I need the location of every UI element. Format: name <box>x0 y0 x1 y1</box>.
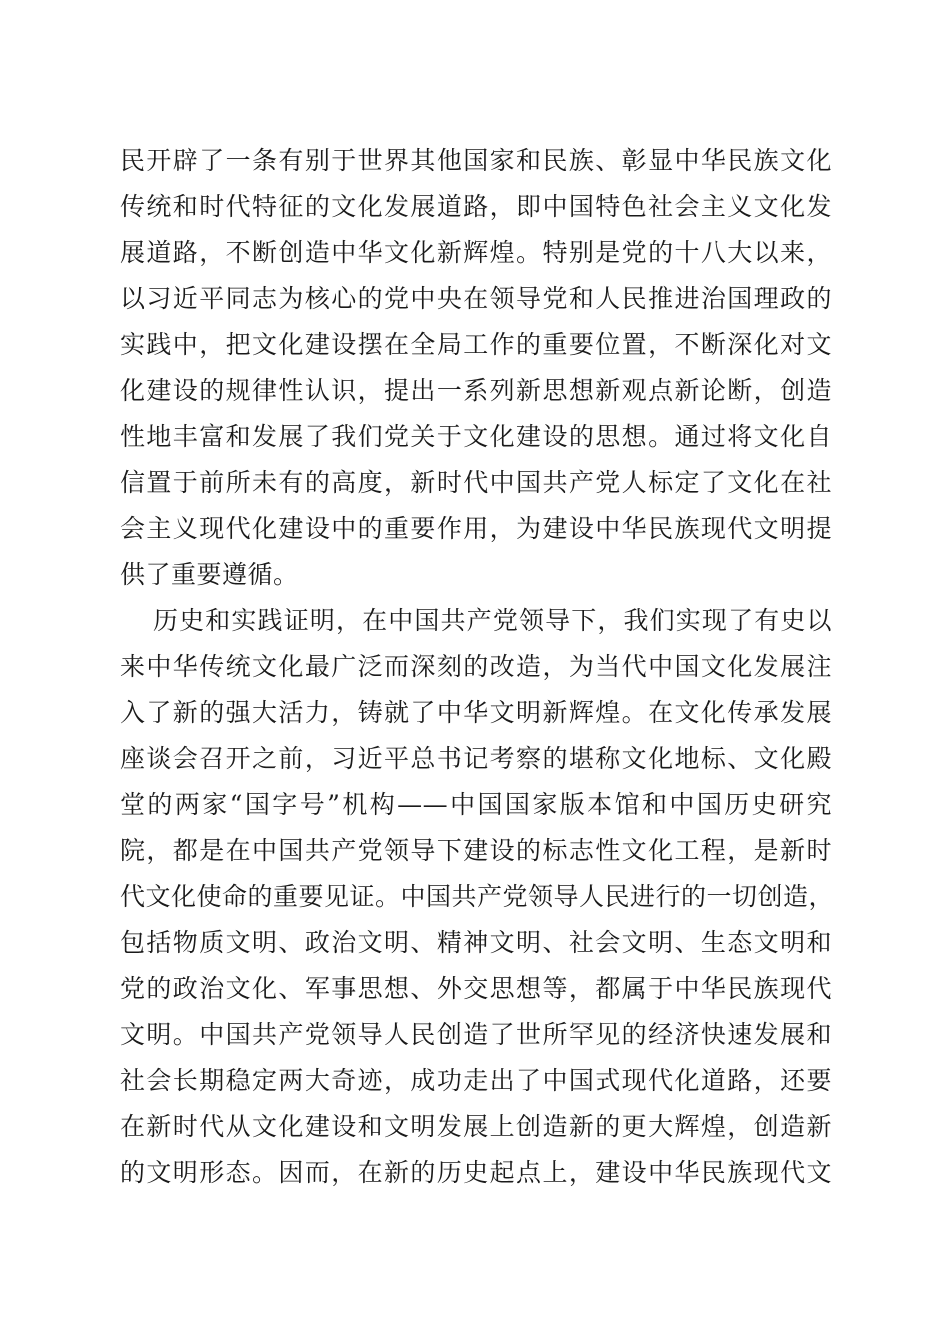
paragraph-line: 以习近平同志为核心的党中央在领导党和人民推进治国理政的 <box>120 284 832 313</box>
document-body <box>120 138 835 1196</box>
paragraph-line: 包括物质文明、政治文明、精神文明、社会文明、生态文明和 <box>120 928 832 957</box>
paragraph-line: 的文明形态。因而，在新的历史起点上，建设中华民族现代文 <box>120 1158 832 1187</box>
paragraph-line: 党的政治文化、军事思想、外交思想等，都属于中华民族现代 <box>120 974 832 1003</box>
paragraph-line: 民开辟了一条有别于世界其他国家和民族、彰显中华民族文化 <box>120 146 832 175</box>
paragraph-line: 信置于前所未有的高度，新时代中国共产党人标定了文化在社 <box>120 468 832 497</box>
paragraph-line: 堂的两家“国字号”机构——中国国家版本馆和中国历史研究 <box>120 790 832 819</box>
paragraph-line: 性地丰富和发展了我们党关于文化建设的思想。通过将文化自 <box>120 422 832 451</box>
paragraph-line: 院，都是在中国共产党领导下建设的标志性文化工程，是新时 <box>120 836 832 865</box>
paragraph-line: 展道路，不断创造中华文化新辉煌。特别是党的十八大以来， <box>120 238 832 267</box>
paragraph-line: 来中华传统文化最广泛而深刻的改造，为当代中国文化发展注 <box>120 652 832 681</box>
paragraph-line: 化建设的规律性认识，提出一系列新思想新观点新论断，创造 <box>120 376 832 405</box>
paragraph-1 <box>120 138 832 598</box>
paragraph-2 <box>120 598 835 1196</box>
paragraph-line: 传统和时代特征的文化发展道路，即中国特色社会主义文化发 <box>120 192 832 221</box>
paragraph-line: 在新时代从文化建设和文明发展上创造新的更大辉煌，创造新 <box>120 1112 832 1141</box>
paragraph-line: 会主义现代化建设中的重要作用，为建设中华民族现代文明提 <box>120 514 832 543</box>
paragraph-line: 历史和实践证明，在中国共产党领导下，我们实现了有史以 <box>153 606 832 635</box>
paragraph-line: 座谈会召开之前，习近平总书记考察的堪称文化地标、文化殿 <box>120 744 832 773</box>
paragraph-line: 供了重要遵循。 <box>120 560 299 589</box>
paragraph-line: 实践中，把文化建设摆在全局工作的重要位置，不断深化对文 <box>120 330 832 359</box>
paragraph-line: 入了新的强大活力，铸就了中华文明新辉煌。在文化传承发展 <box>120 698 832 727</box>
paragraph-line: 代文化使命的重要见证。中国共产党领导人民进行的一切创造， <box>120 882 835 911</box>
paragraph-line: 社会长期稳定两大奇迹，成功走出了中国式现代化道路，还要 <box>120 1066 832 1095</box>
paragraph-line: 文明。中国共产党领导人民创造了世所罕见的经济快速发展和 <box>120 1020 832 1049</box>
